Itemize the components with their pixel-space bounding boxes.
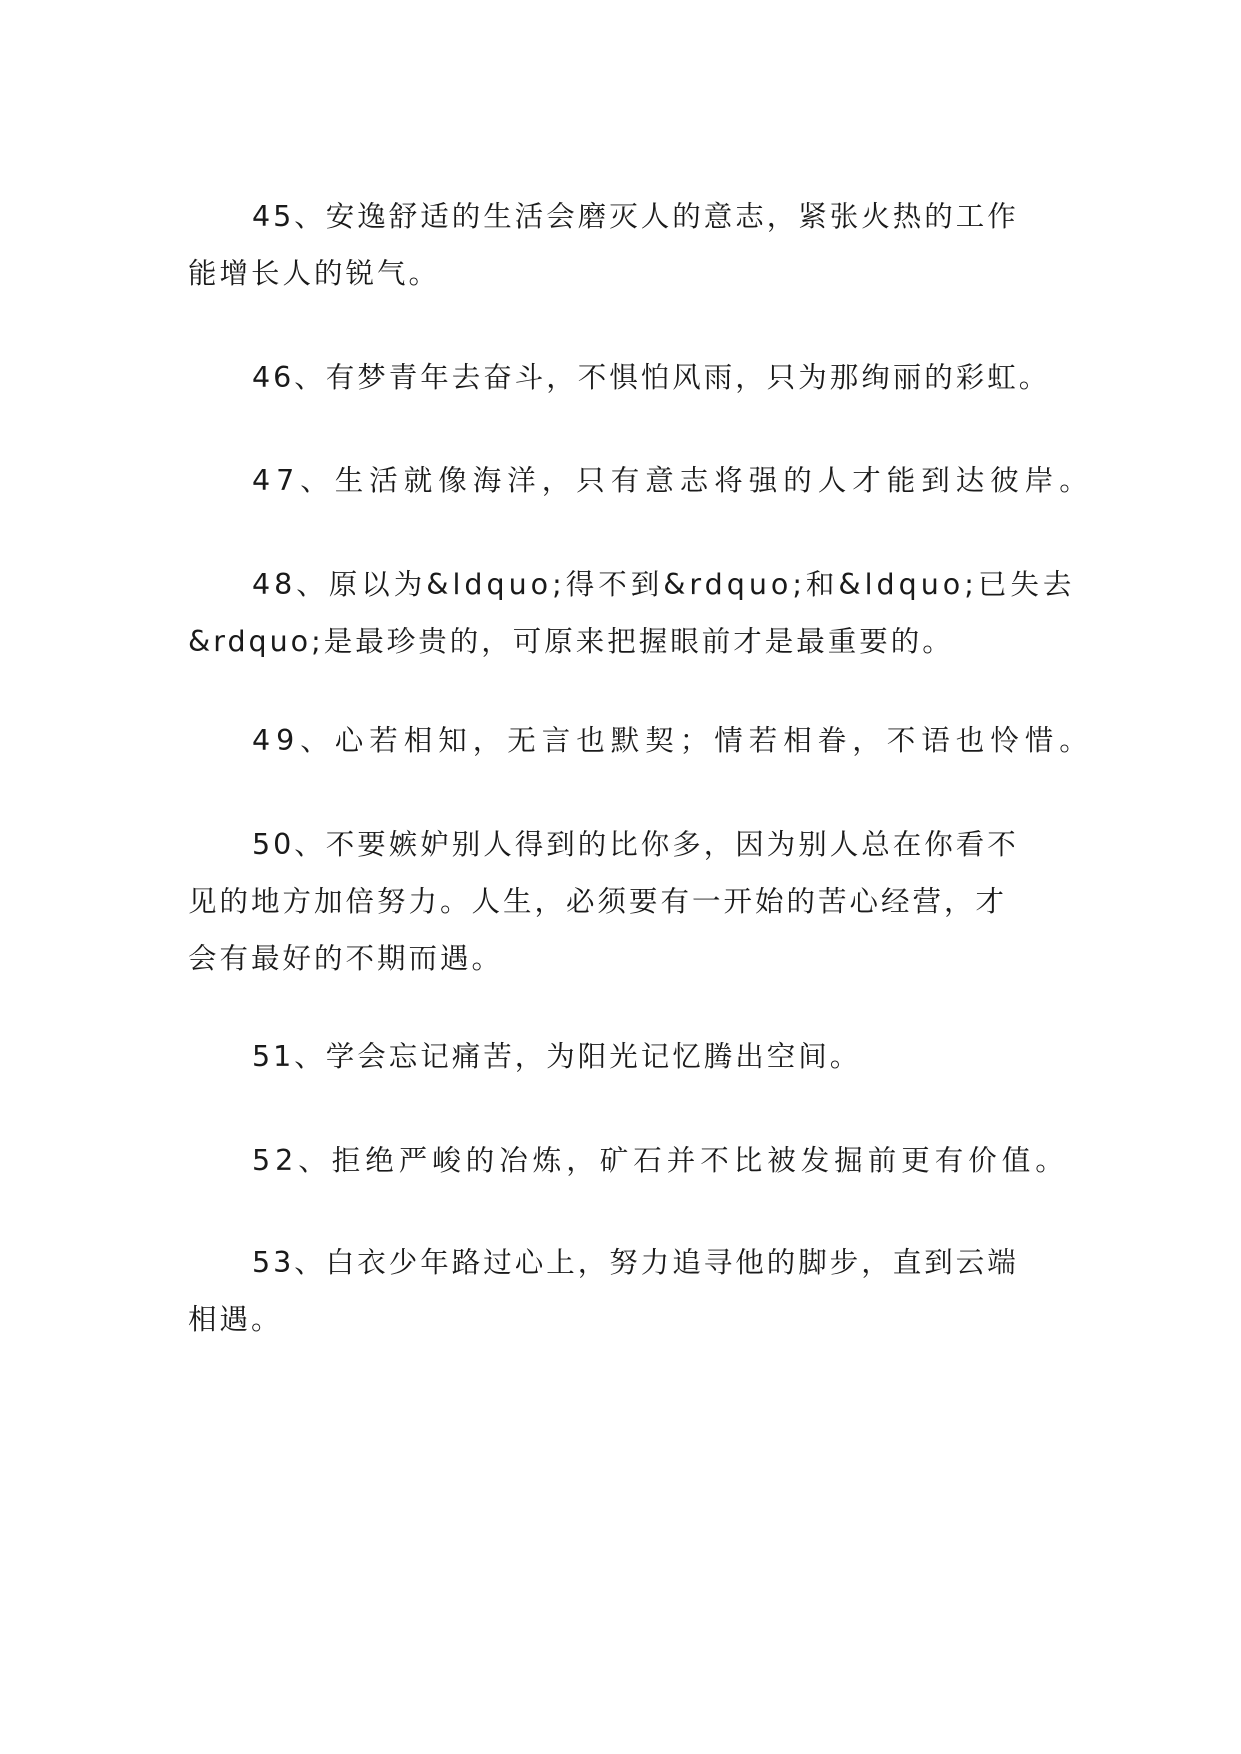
paragraph-47 bbox=[188, 452, 1094, 509]
paragraph-52 bbox=[188, 1132, 1068, 1189]
paragraph-50 bbox=[188, 816, 1068, 987]
paragraph-line: 52、拒绝严峻的冶炼，矿石并不比被发掘前更有价值。 bbox=[252, 1144, 1069, 1177]
paragraph-line: 相遇。 bbox=[188, 1303, 283, 1336]
paragraph-line: &rdquo;是最珍贵的，可原来把握眼前才是最重要的。 bbox=[188, 625, 954, 658]
paragraph-line: 能增长人的锐气。 bbox=[188, 257, 441, 290]
paragraph-45 bbox=[188, 188, 1068, 302]
paragraph-51 bbox=[188, 1028, 1068, 1085]
paragraph-line: 47、生活就像海洋，只有意志将强的人才能到达彼岸。 bbox=[252, 464, 1094, 497]
paragraph-line: 48、原以为&ldquo;得不到&rdquo;和&ldquo;已失去 bbox=[252, 568, 1076, 601]
paragraph-46 bbox=[188, 349, 1068, 406]
paragraph-49 bbox=[188, 712, 1094, 769]
paragraph-line: 会有最好的不期而遇。 bbox=[188, 942, 504, 975]
paragraph-line: 见的地方加倍努力。人生，必须要有一开始的苦心经营，才 bbox=[188, 885, 1008, 918]
paragraph-line: 49、心若相知，无言也默契；情若相眷，不语也怜惜。 bbox=[252, 724, 1094, 757]
paragraph-line: 51、学会忘记痛苦，为阳光记忆腾出空间。 bbox=[252, 1040, 862, 1073]
paragraph-line: 50、不要嫉妒别人得到的比你多，因为别人总在你看不 bbox=[252, 828, 1019, 861]
paragraph-line: 45、安逸舒适的生活会磨灭人的意志，紧张火热的工作 bbox=[252, 200, 1019, 233]
paragraph-53 bbox=[188, 1234, 1068, 1348]
paragraph-line: 46、有梦青年去奋斗，不惧怕风雨，只为那绚丽的彩虹。 bbox=[252, 361, 1051, 394]
paragraph-line: 53、白衣少年路过心上，努力追寻他的脚步，直到云端 bbox=[252, 1246, 1019, 1279]
paragraph-48 bbox=[188, 556, 1076, 670]
